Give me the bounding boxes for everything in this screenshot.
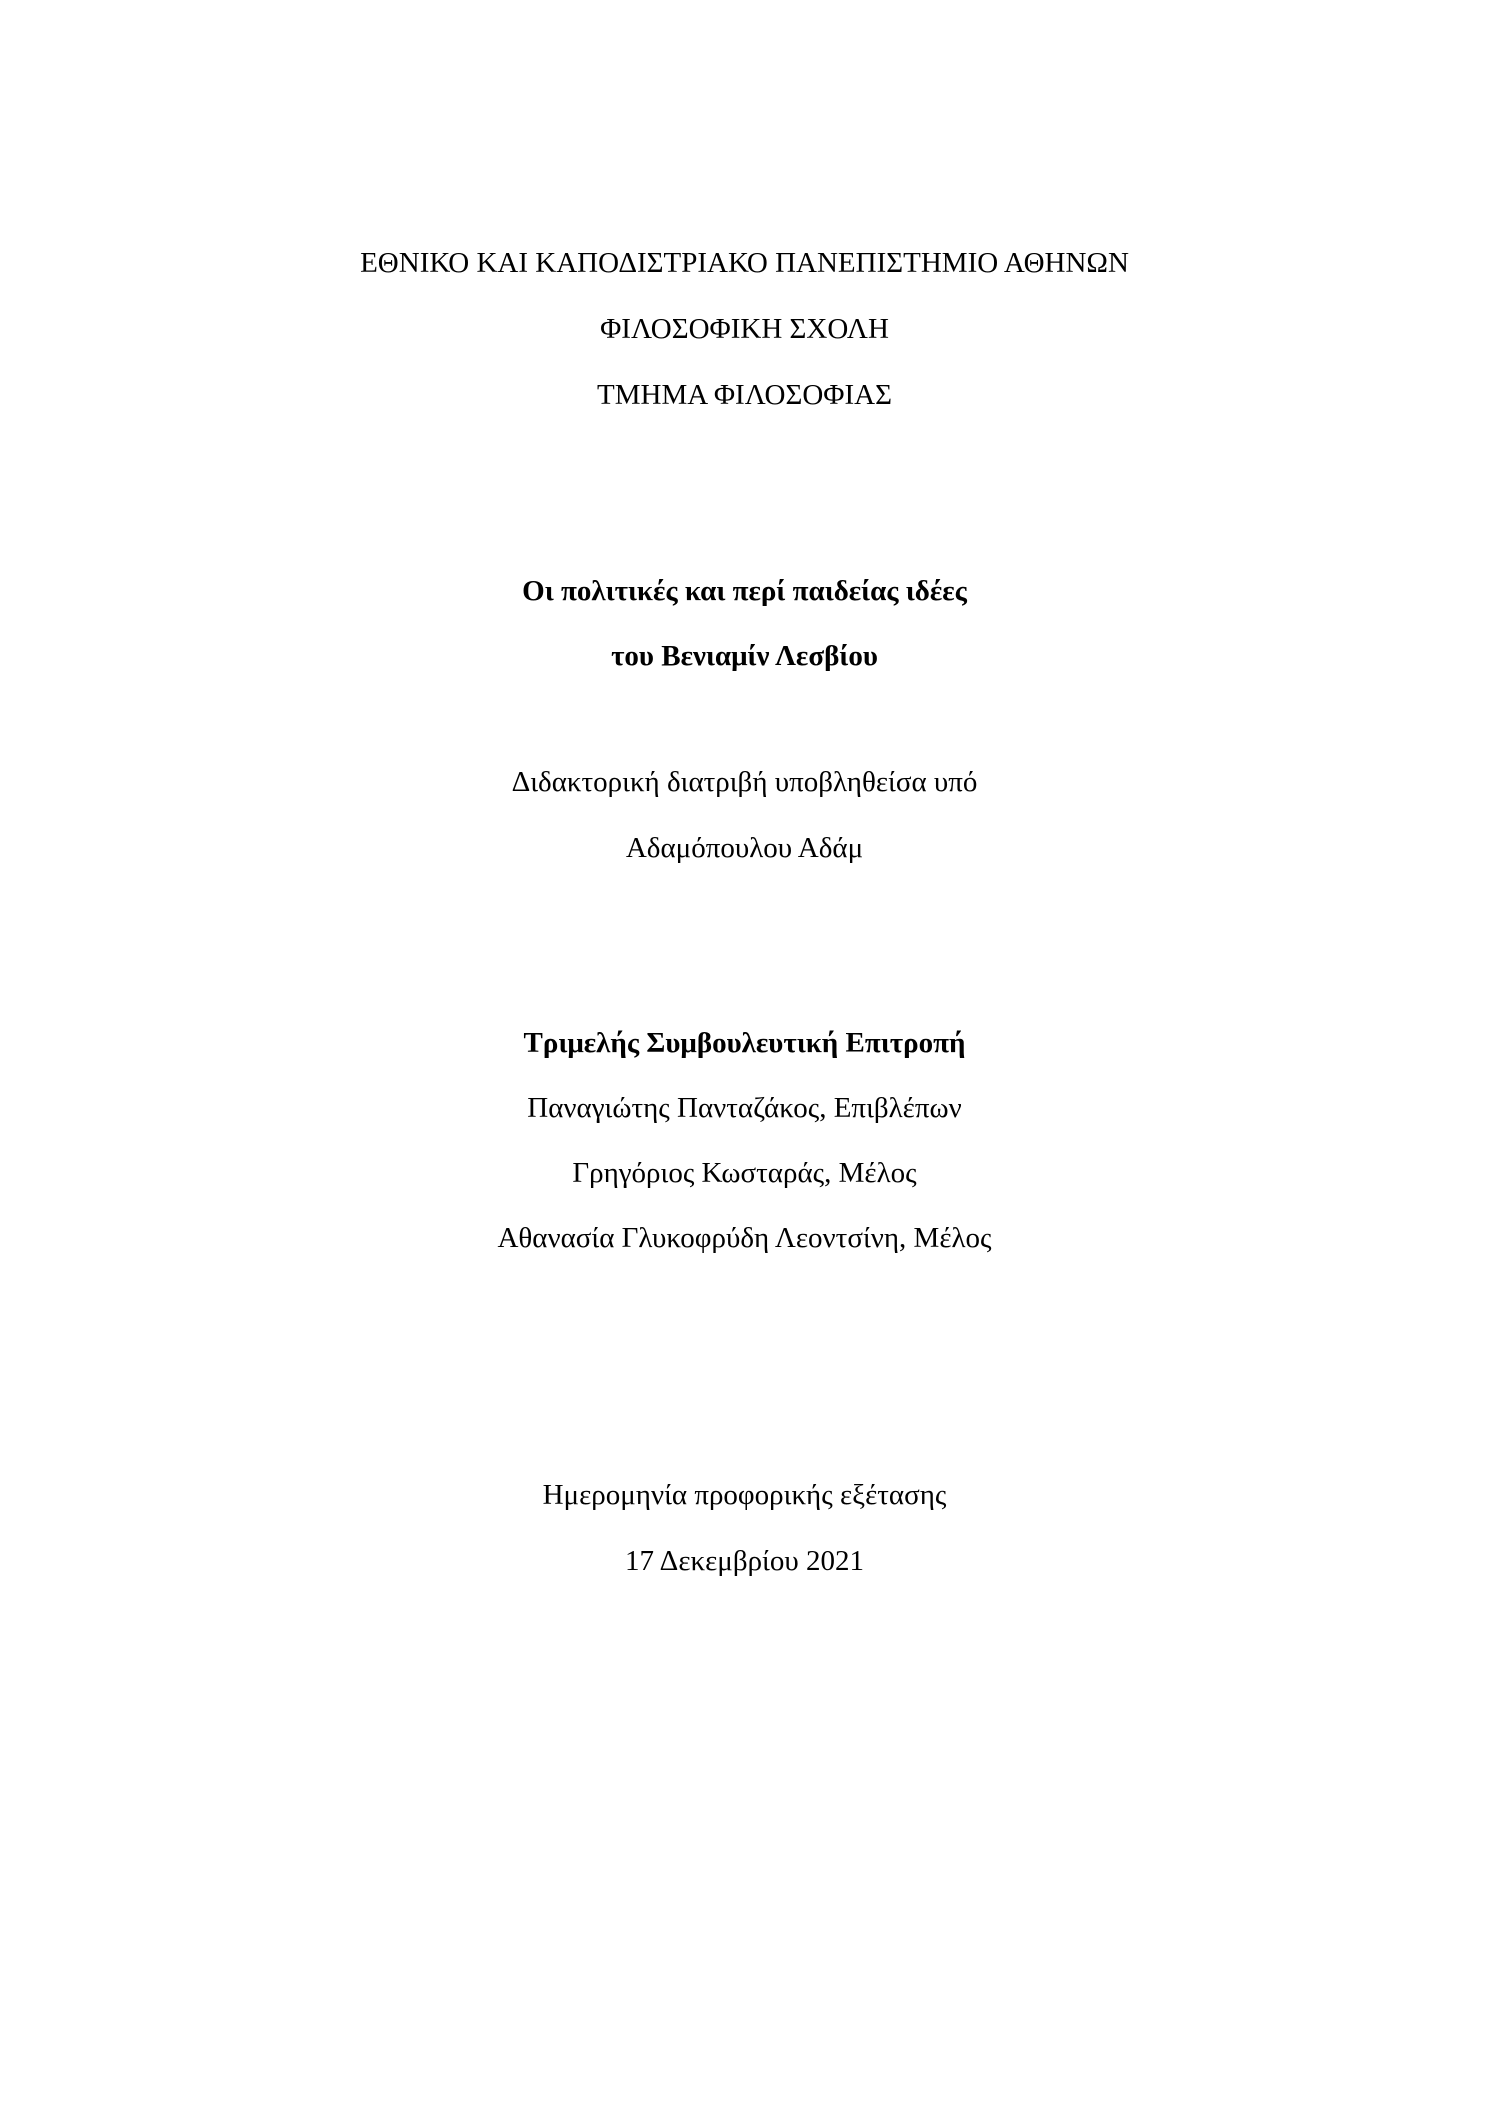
university-name: ΕΘΝΙΚΟ ΚΑΙ ΚΑΠΟΔΙΣΤΡΙΑΚΟ ΠΑΝΕΠΙΣΤΗΜΙΟ ΑΘΗΝΩΝ xyxy=(360,247,1129,279)
submission-statement: Διδακτορική διατριβή υποβληθείσα υπό xyxy=(511,766,978,798)
author-name: Αδαμόπουλου Αδάμ xyxy=(625,832,864,864)
committee-member: Αθανασία Γλυκοφρύδη Λεοντσίνη, Μέλος xyxy=(497,1222,992,1254)
exam-date: 17 Δεκεμβρίου 2021 xyxy=(625,1545,864,1577)
department-name: ΤΜΗΜΑ ΦΙΛΟΣΟΦΙΑΣ xyxy=(597,379,892,411)
school-name: ΦΙΛΟΣΟΦΙΚΗ ΣΧΟΛΗ xyxy=(600,313,889,345)
thesis-title-line-1: Οι πολιτικές και περί παιδείας ιδέες xyxy=(522,575,967,607)
exam-date-label: Ημερομηνία προφορικής εξέτασης xyxy=(542,1479,947,1511)
committee-heading: Τριμελής Συμβουλευτική Επιτροπή xyxy=(523,1027,966,1059)
committee-member: Παναγιώτης Πανταζάκος, Επιβλέπων xyxy=(527,1092,962,1124)
committee-member: Γρηγόριος Κωσταράς, Μέλος xyxy=(572,1157,917,1189)
thesis-title-line-2: του Βενιαμίν Λεσβίου xyxy=(611,640,878,672)
